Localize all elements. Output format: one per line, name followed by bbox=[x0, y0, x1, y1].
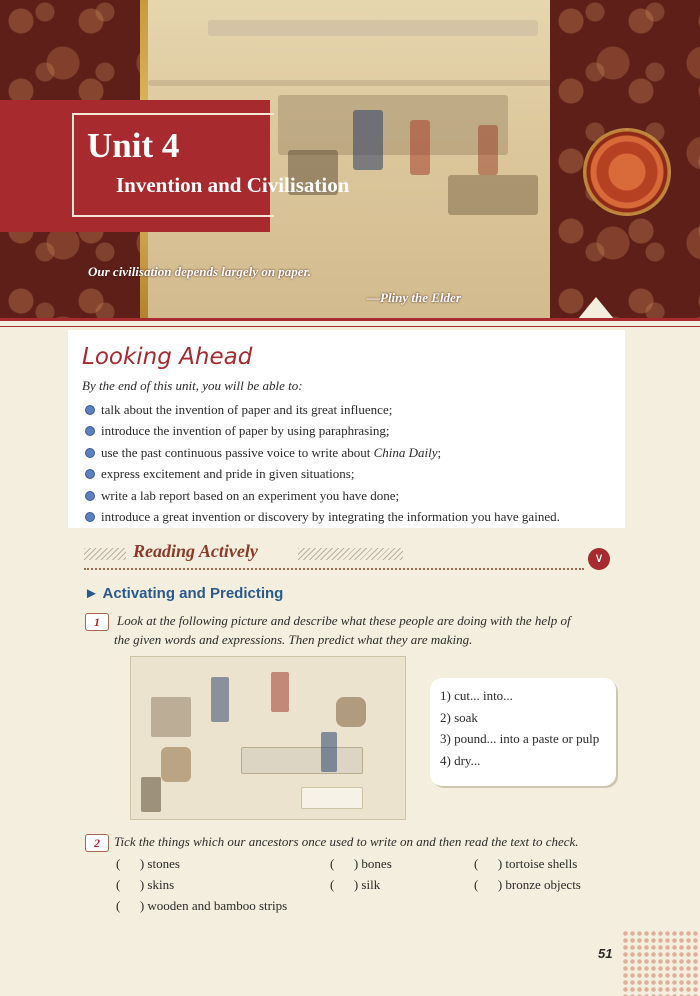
papermaking-illustration bbox=[130, 656, 406, 820]
answer-blank[interactable]: ( ) bbox=[330, 877, 359, 892]
goal-item: talk about the invention of paper and its great influence; bbox=[85, 399, 560, 421]
option-skins[interactable]: ( ) skins bbox=[116, 877, 175, 892]
quote-text: Our civilisation depends largely on paper. bbox=[88, 264, 312, 279]
triangle-bullet-icon: ► bbox=[84, 585, 99, 602]
goal-item: express excitement and pride in given situations; bbox=[85, 464, 560, 486]
word-hint-item: 4) dry... bbox=[440, 752, 481, 768]
goal-item: introduce a great invention or discovery by integrating the information you have gained. bbox=[85, 507, 560, 529]
chevron-down-icon[interactable]: ∨ bbox=[588, 548, 610, 570]
bullet-icon bbox=[85, 448, 95, 458]
unit-title: Unit 4 bbox=[87, 126, 180, 165]
bullet-icon bbox=[85, 405, 95, 415]
goal-item: use the past continuous passive voice to write about China Daily ; bbox=[85, 442, 560, 464]
option-stones[interactable]: ( ) stones bbox=[116, 856, 180, 871]
bullet-icon bbox=[85, 469, 95, 479]
option-wooden-bamboo-strips[interactable]: ( ) wooden and bamboo strips bbox=[116, 898, 288, 913]
pixel-pattern-decoration bbox=[622, 930, 700, 996]
banner-notch bbox=[578, 297, 614, 319]
option-silk[interactable]: ( ) silk bbox=[330, 877, 381, 892]
answer-blank[interactable]: ( ) bbox=[116, 856, 145, 871]
word-hint-item: 1) cut... into... bbox=[440, 688, 513, 703]
reading-actively-title: Reading Actively bbox=[133, 541, 258, 561]
dotted-divider bbox=[84, 568, 584, 570]
task-number-badge: 1 bbox=[85, 613, 109, 631]
activating-predicting-heading: ► Activating and Predicting bbox=[84, 585, 284, 602]
option-bronze-objects[interactable]: ( ) bronze objects bbox=[474, 877, 581, 892]
goal-item: introduce the invention of paper by using paraphrasing; bbox=[85, 421, 560, 443]
goals-list bbox=[85, 399, 560, 528]
task2-instructions: Tick the things which our ancestors once used to write on and then read the text to check. bbox=[114, 834, 579, 849]
bullet-icon bbox=[85, 426, 95, 436]
word-hint-item: 3) pound... into a paste or pulp bbox=[440, 731, 600, 746]
word-hint-item: 2) soak bbox=[440, 709, 478, 725]
task-number-badge: 2 bbox=[85, 834, 109, 852]
bullet-icon bbox=[85, 491, 95, 501]
seal-emblem bbox=[585, 130, 669, 214]
quote-author: —Pliny the Elder bbox=[367, 290, 461, 305]
divider-line bbox=[0, 318, 700, 321]
bullet-icon bbox=[85, 512, 95, 522]
answer-blank[interactable]: ( ) bbox=[474, 856, 503, 871]
answer-blank[interactable]: ( ) bbox=[116, 877, 145, 892]
option-bones[interactable]: ( ) bones bbox=[330, 856, 392, 871]
divider-line-thin bbox=[0, 326, 700, 327]
hatch-decoration-left bbox=[84, 548, 126, 560]
looking-ahead-intro: By the end of this unit, you will be able to: bbox=[82, 378, 303, 393]
task1-line1: Look at the following picture and describe what these people are doing with the help of bbox=[117, 613, 571, 628]
hatch-decoration-right bbox=[298, 548, 403, 560]
goal-item: write a lab report based on an experiment you have done; bbox=[85, 485, 560, 507]
task1-line2: the given words and expressions. Then predict what they are making. bbox=[114, 632, 473, 647]
unit-subtitle: Invention and Civilisation bbox=[116, 173, 350, 197]
option-tortoise-shells[interactable]: ( ) tortoise shells bbox=[474, 856, 578, 871]
word-hint-list bbox=[440, 688, 599, 774]
page-number: 51 bbox=[598, 946, 613, 961]
answer-blank[interactable]: ( ) bbox=[116, 898, 145, 913]
answer-blank[interactable]: ( ) bbox=[474, 877, 503, 892]
answer-blank[interactable]: ( ) bbox=[330, 856, 359, 871]
looking-ahead-title: Looking Ahead bbox=[82, 344, 253, 370]
